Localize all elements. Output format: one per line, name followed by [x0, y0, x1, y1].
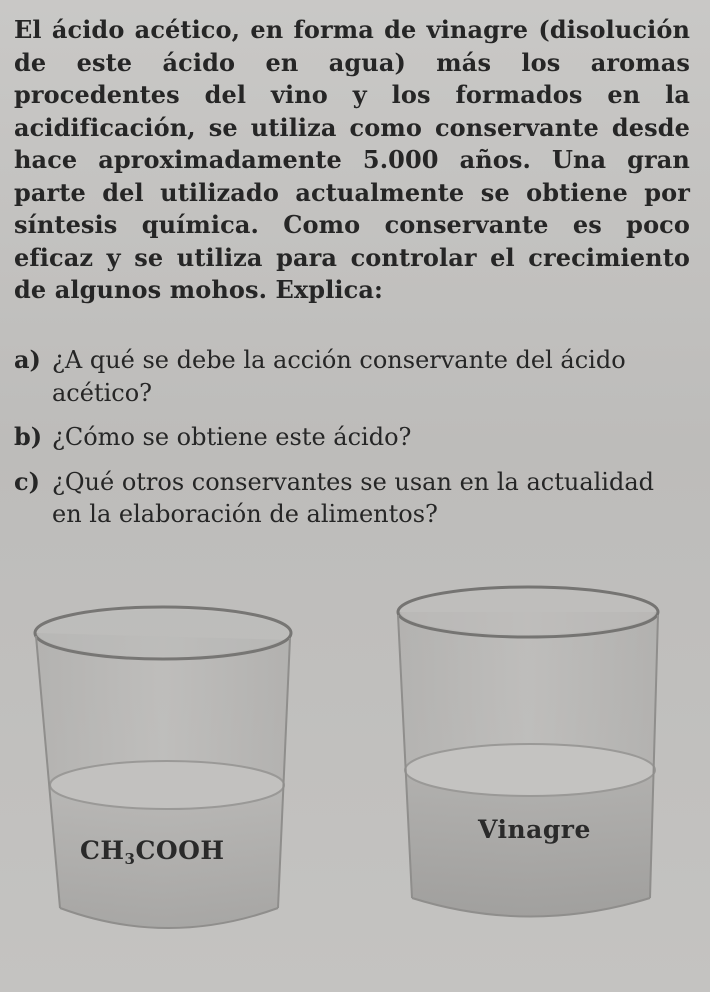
- formula-subscript: 3: [124, 850, 136, 868]
- acetic-acid-label: [80, 836, 225, 868]
- question-b-letter: b): [14, 422, 43, 451]
- question-c-text: ¿Qué otros conservantes se usan en la actualidad en la elaboración de alimentos?: [52, 467, 655, 528]
- question-a-text: ¿A qué se debe la acción conservante del ácido acético?: [52, 346, 626, 407]
- formula-ch: CH: [80, 836, 125, 865]
- intro-paragraph: El ácido acético, en forma de vinagre (disolución de este ácido en agua) más los aromas procedentes del vino y los formados en la acidificación, se utiliza como conservante desde hace aproximadamente 5.000 años. Una gran parte del utilizado actualmente se obtiene por síntesis química. Como conservante es poco eficaz y se utiliza para controlar el crecimiento de algunos mohos. Explica:: [14, 15, 690, 304]
- question-a-letter: a): [14, 345, 41, 374]
- beaker-left: [35, 607, 291, 928]
- vinegar-label: Vinagre: [478, 815, 591, 844]
- question-b-text: ¿Cómo se obtiene este ácido?: [52, 423, 412, 451]
- question-c-letter: c): [14, 466, 40, 496]
- formula-cooh: COOH: [135, 836, 225, 865]
- beaker-right: [398, 587, 658, 917]
